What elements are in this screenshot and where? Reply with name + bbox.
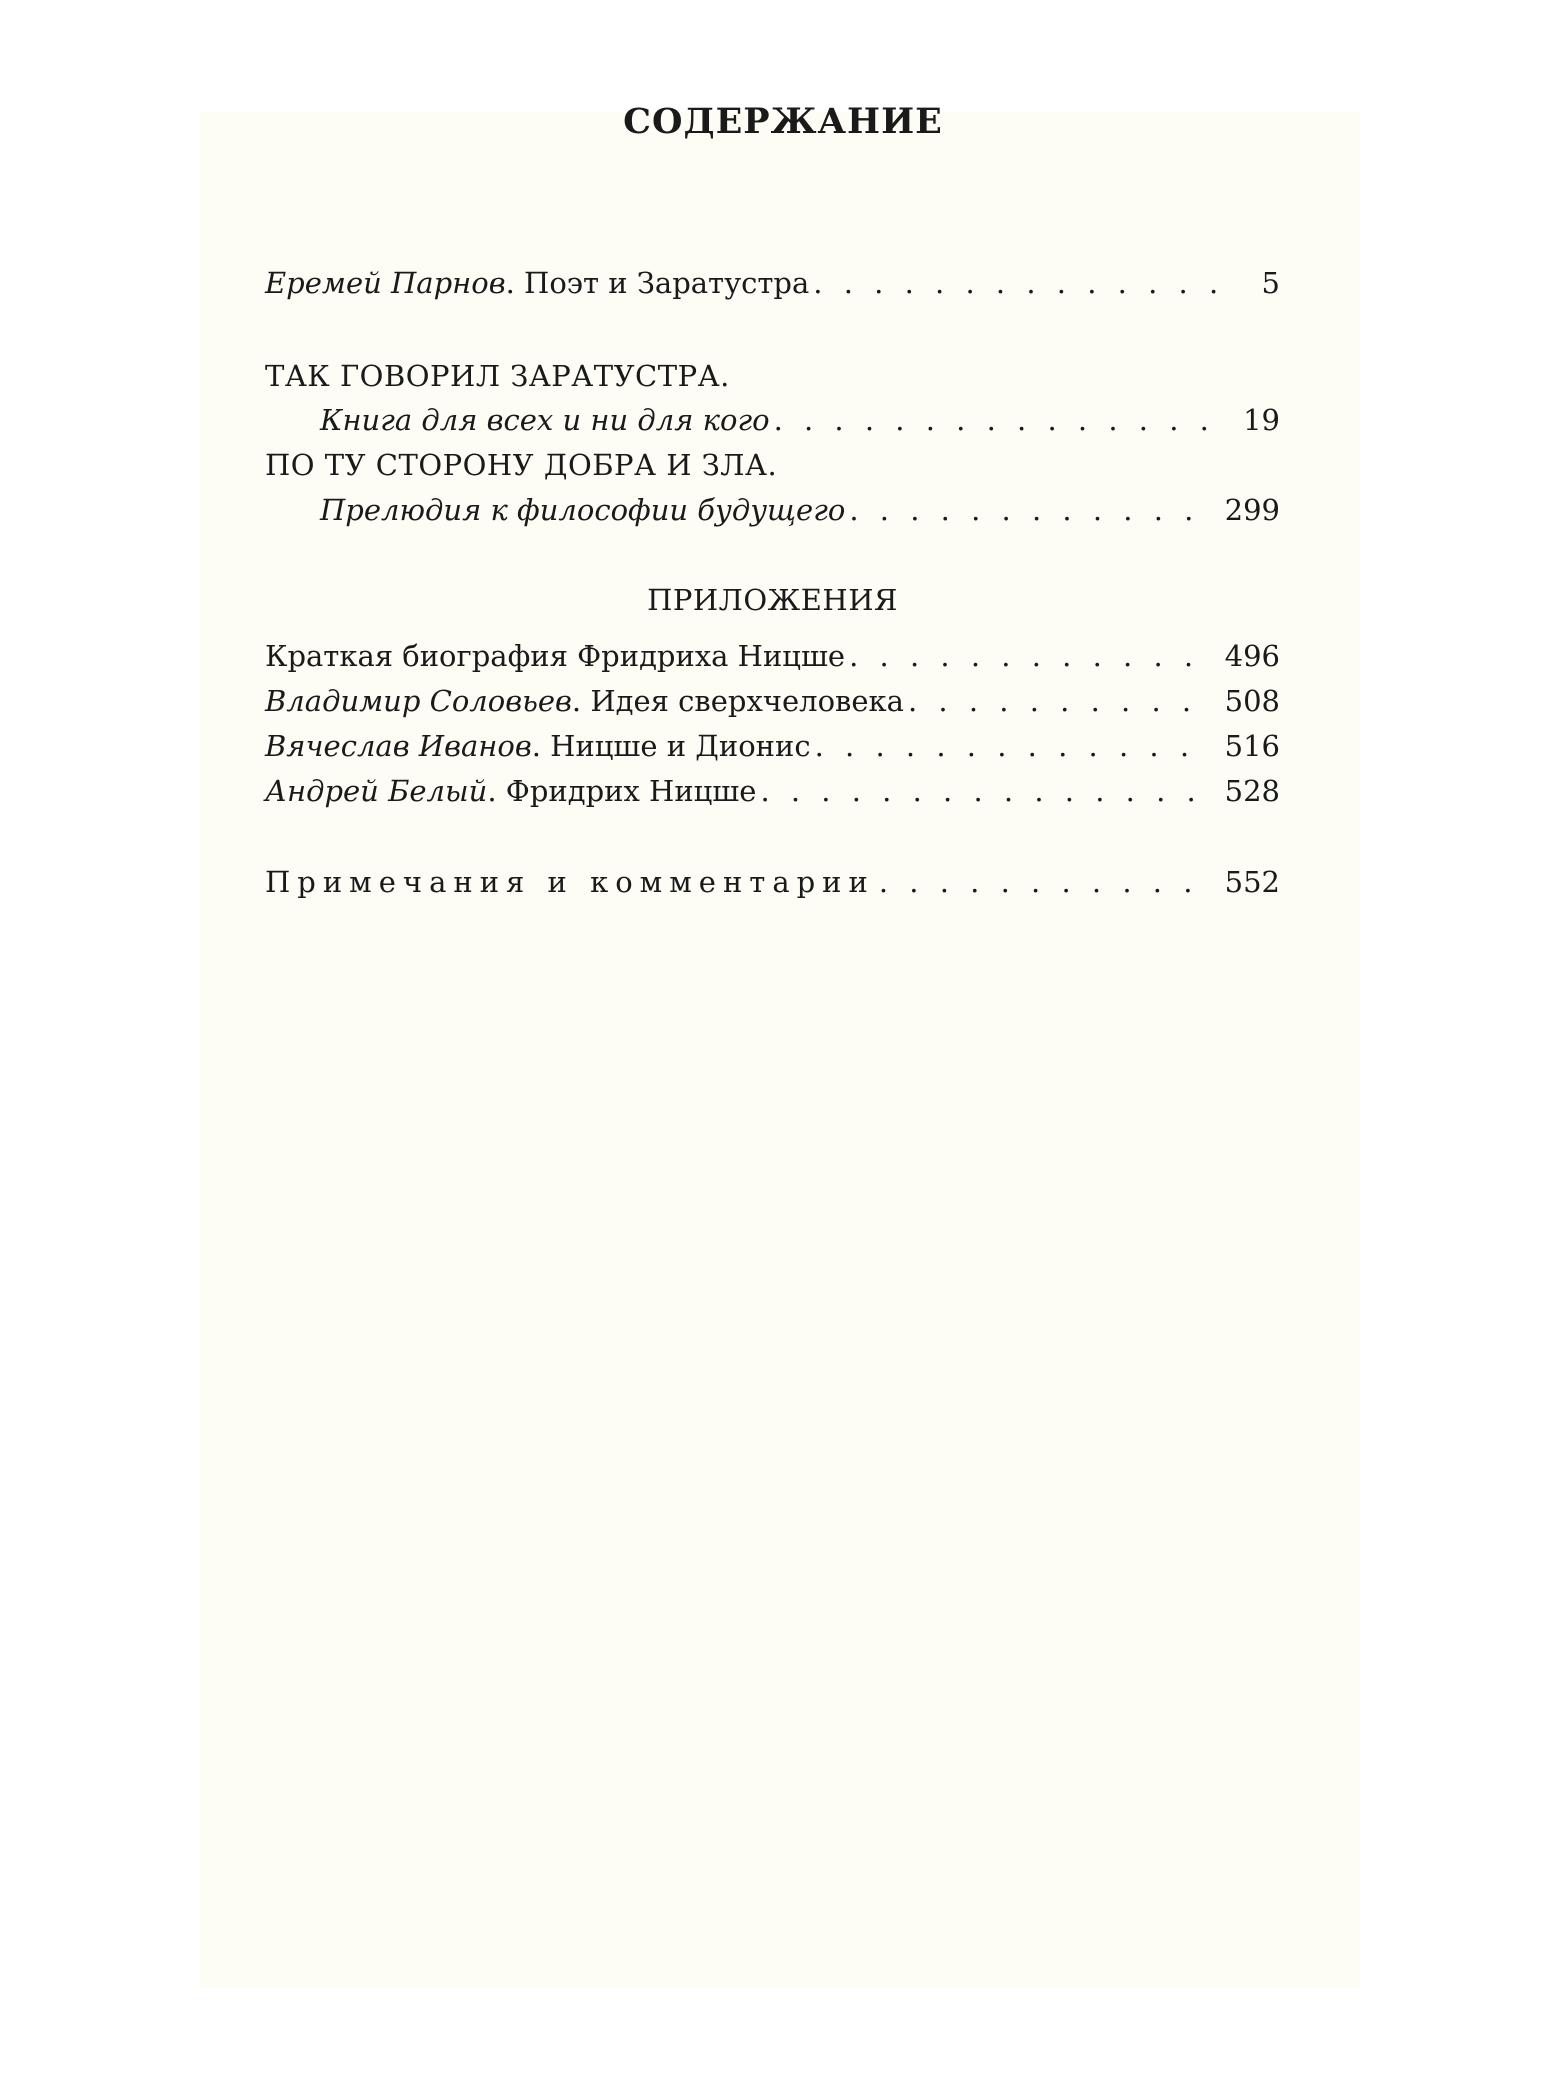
leader-dots — [845, 490, 1210, 530]
leader-dots — [904, 681, 1211, 721]
toc-entry-appendix[interactable] — [265, 636, 1280, 676]
work-heading: ПО ТУ СТОРОНУ ДОБРА И ЗЛА. — [265, 448, 778, 482]
page-title: СОДЕРЖАНИЕ — [623, 101, 943, 142]
entry-notes-label: Примечания и комментарии — [265, 865, 875, 899]
entry-label: Владимир Соловьев. Идея сверхчеловека — [265, 684, 904, 718]
entry-page-number: 496 — [1224, 639, 1280, 673]
leader-dots — [809, 263, 1236, 303]
toc-entry-notes[interactable] — [265, 862, 1280, 902]
toc-entry-appendix[interactable] — [265, 726, 1280, 766]
entry-work: Ницше и Дионис — [550, 729, 811, 763]
entry-page-number: 516 — [1224, 729, 1280, 763]
entry-page-number: 528 — [1224, 774, 1280, 808]
entry-author: Вячеслав Иванов — [265, 729, 532, 763]
entry-work: Поэт и Заратустра — [524, 266, 810, 300]
toc-entry-preface[interactable] — [265, 263, 1280, 303]
entry-page-number: 5 — [1261, 266, 1280, 300]
leader-dots — [811, 726, 1211, 766]
entry-subtitle: Прелюдия к философии будущего — [320, 493, 846, 527]
entry-subtitle: Книга для всех и ни для кого — [320, 403, 770, 437]
entry-work: Краткая биография Фридриха Ницше — [265, 639, 846, 673]
leader-dots — [875, 862, 1211, 902]
entry-page-number: 508 — [1224, 684, 1280, 718]
entry-author: Андрей Белый — [265, 774, 488, 808]
entry-label: Андрей Белый. Фридрих Ницше — [265, 774, 757, 808]
leader-dots — [845, 636, 1211, 676]
entry-label: Еремей Парнов. Поэт и Заратустра — [265, 266, 810, 300]
entry-work: Фридрих Ницше — [505, 774, 757, 808]
work-heading: ТАК ГОВОРИЛ ЗАРАТУСТРА. — [265, 359, 730, 393]
toc-entry-work[interactable] — [265, 490, 1280, 530]
toc-entry-work[interactable] — [265, 400, 1280, 440]
entry-page-number: 19 — [1243, 403, 1280, 437]
appendix-heading: ПРИЛОЖЕНИЯ — [647, 583, 898, 617]
leader-dots — [756, 771, 1210, 811]
entry-work: Идея сверхчеловека — [590, 684, 904, 718]
entry-author: Еремей Парнов — [265, 266, 506, 300]
leader-dots — [770, 400, 1230, 440]
entry-page-number: 552 — [1224, 865, 1280, 899]
entry-page-number: 299 — [1224, 493, 1280, 527]
toc-entry-appendix[interactable] — [265, 771, 1280, 811]
entry-label: Вячеслав Иванов. Ницше и Дионис — [265, 729, 811, 763]
toc-entry-appendix[interactable] — [265, 681, 1280, 721]
entry-author: Владимир Соловьев — [265, 684, 572, 718]
